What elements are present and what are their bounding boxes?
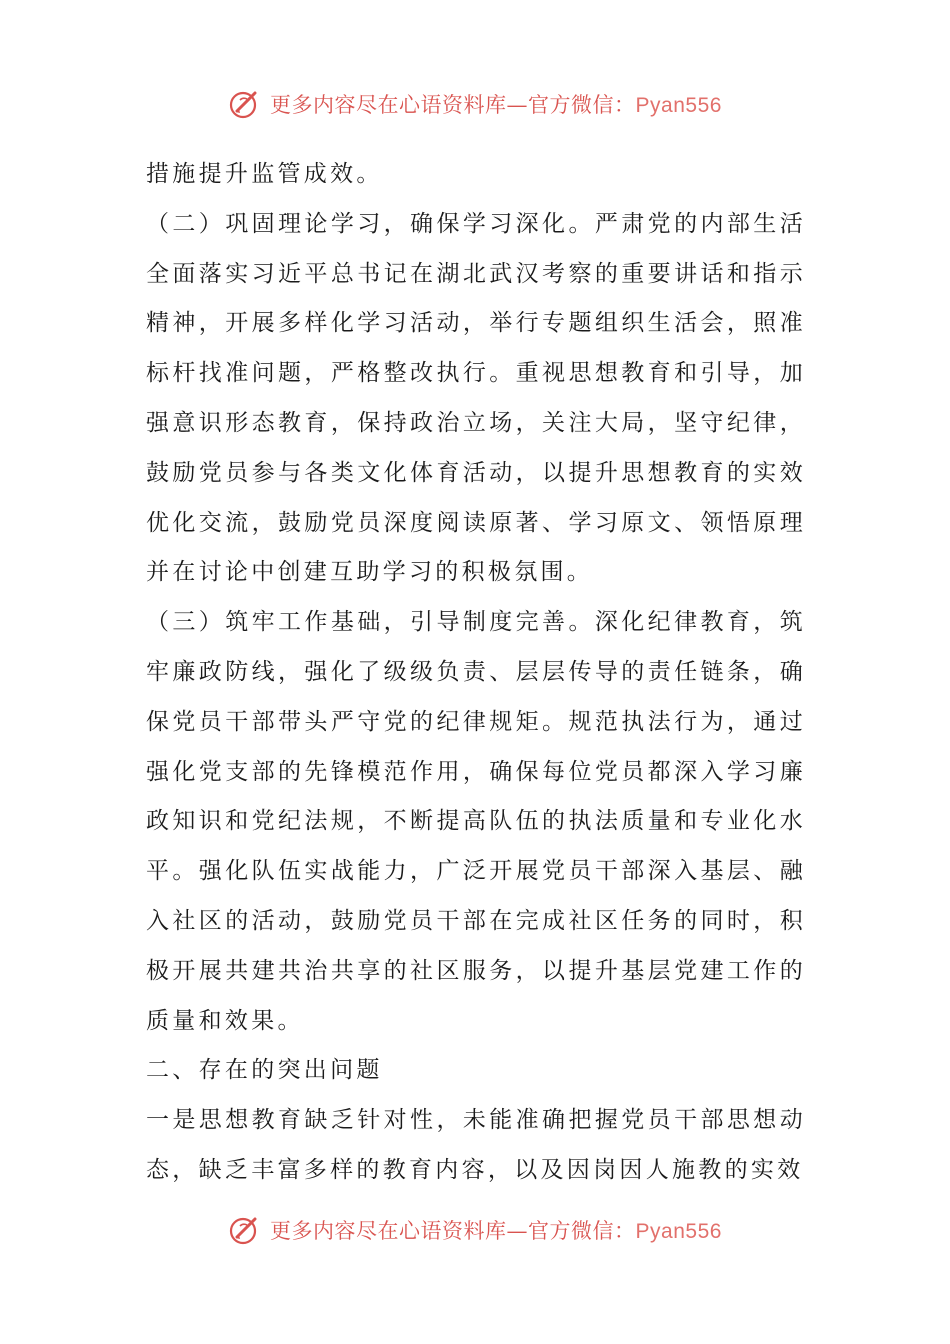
watermark-text — [270, 1215, 722, 1245]
paragraph-continuation: 措施提升监管成效。 — [146, 161, 383, 187]
watermark-wechat-id: Pyan556 — [635, 94, 722, 117]
watermark-text — [270, 89, 722, 119]
watermark-prefix: 更多内容尽在心语资料库—官方微信： — [270, 93, 636, 117]
footer-watermark — [0, 1210, 950, 1250]
section-heading-problems: 二、存在的突出问题 — [146, 1057, 383, 1084]
paragraph-work-foundation: （三）筑牢工作基础，引导制度完善。深化纪律教育，筑牢廉政防线，强化了级级负责、层层传导的责任链条，确保党员干部带头严守党的纪律规矩。规范执法行为，通过强化党支部的先锋模范作用，确保每位党员都深入学习廉政知识和党纪法规，不断提高队伍的执法质量和专业化水平。强化队伍实战能力，广泛开展党员干部深入基层、融入社区的活动，鼓励党员干部在完成社区任务的同时，积极开展共建共治共享的社区服务，以提升基层党建工作的质量和效果。 — [146, 609, 806, 1034]
header-watermark — [0, 84, 950, 124]
pen-logo-icon — [228, 87, 262, 121]
watermark-wechat-id: Pyan556 — [635, 1220, 722, 1243]
watermark-prefix: 更多内容尽在心语资料库—官方微信： — [270, 1219, 636, 1243]
paragraph-theory-study: （二）巩固理论学习，确保学习深化。严肃党的内部生活全面落实习近平总书记在湖北武汉考察的重要讲话和指示精神，开展多样化学习活动，举行专题组织生活会，照准标杆找准问题，严格整改执行。重视思想教育和引导，加强意识形态教育，保持政治立场，关注大局，坚守纪律，鼓励党员参与各类文化体育活动，以提升思想教育的实效优化交流，鼓励党员深度阅读原著、学习原文、领悟原理并在讨论中创建互助学习的积极氛围。 — [146, 210, 806, 586]
document-body — [146, 150, 806, 1196]
paragraph-problem-one: 一是思想教育缺乏针对性，未能准确把握党员干部思想动态，缺乏丰富多样的教育内容，以及因岗因人施教的实效 — [146, 1107, 806, 1183]
pen-logo-icon — [228, 1213, 262, 1247]
